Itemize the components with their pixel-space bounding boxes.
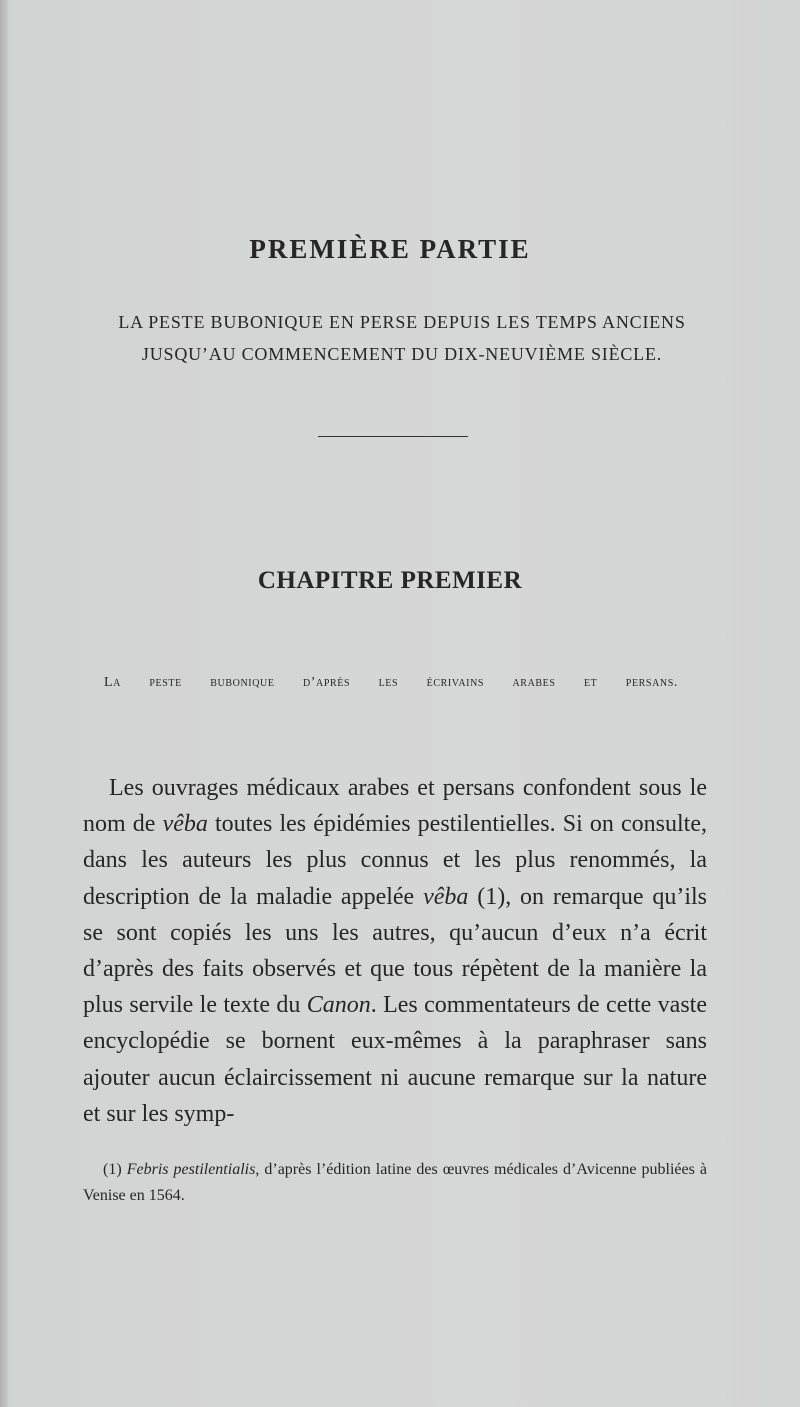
body-italic-veba-2: vêba [423,883,469,910]
page-spine-edge [0,0,8,1407]
body-paragraph [83,770,707,1132]
footnote-text: , d’après l’édition latine des œuvres médicales d’Avicenne publiées à Venise en 1564. [83,1161,708,1204]
body-italic-veba-1: vêba [162,811,208,838]
part-title: PREMIÈRE PARTIE [249,234,531,264]
body-text-2: toutes les épidémies pestilentielles. Si on consulte, dans les auteurs les plus connus et les plus renommés, la description de la maladie appelée [83,811,708,910]
body-italic-canon: Canon [306,992,371,1019]
chapter-subtitle: La peste bubonique d’après les écrivains arabes et persans. [104,675,678,690]
body-text-3: (1), on remarque qu’ils se sont copiés les uns les autres, qu’aucun d’eux n’a écrit d’après des faits observés et que tous répètent de la manière la plus servile le texte du [83,883,707,1019]
footnote [83,1157,707,1209]
body-text-1: Les ouvrages médicaux arabes et persans confondent sous le nom de [83,775,707,838]
footnote-marker: (1) [103,1161,127,1178]
footnote-italic: Febris pestilentialis [126,1161,256,1178]
body-text-4: . Les commentateurs de cette vaste encyclopédie se bornent eux-mêmes à la paraphraser sans ajouter aucun éclaircissement ni aucune remarque sur la nature et sur les symp- [83,992,707,1127]
chapter-title: CHAPITRE PREMIER [257,567,523,594]
part-subtitle: LA PESTE BUBONIQUE EN PERSE DEPUIS LES TEMPS ANCIENS JUSQU’AU COMMENCEMENT DU DIX-NEUVIÈME SIÈCLE. [118,312,686,364]
section-divider [318,436,468,437]
